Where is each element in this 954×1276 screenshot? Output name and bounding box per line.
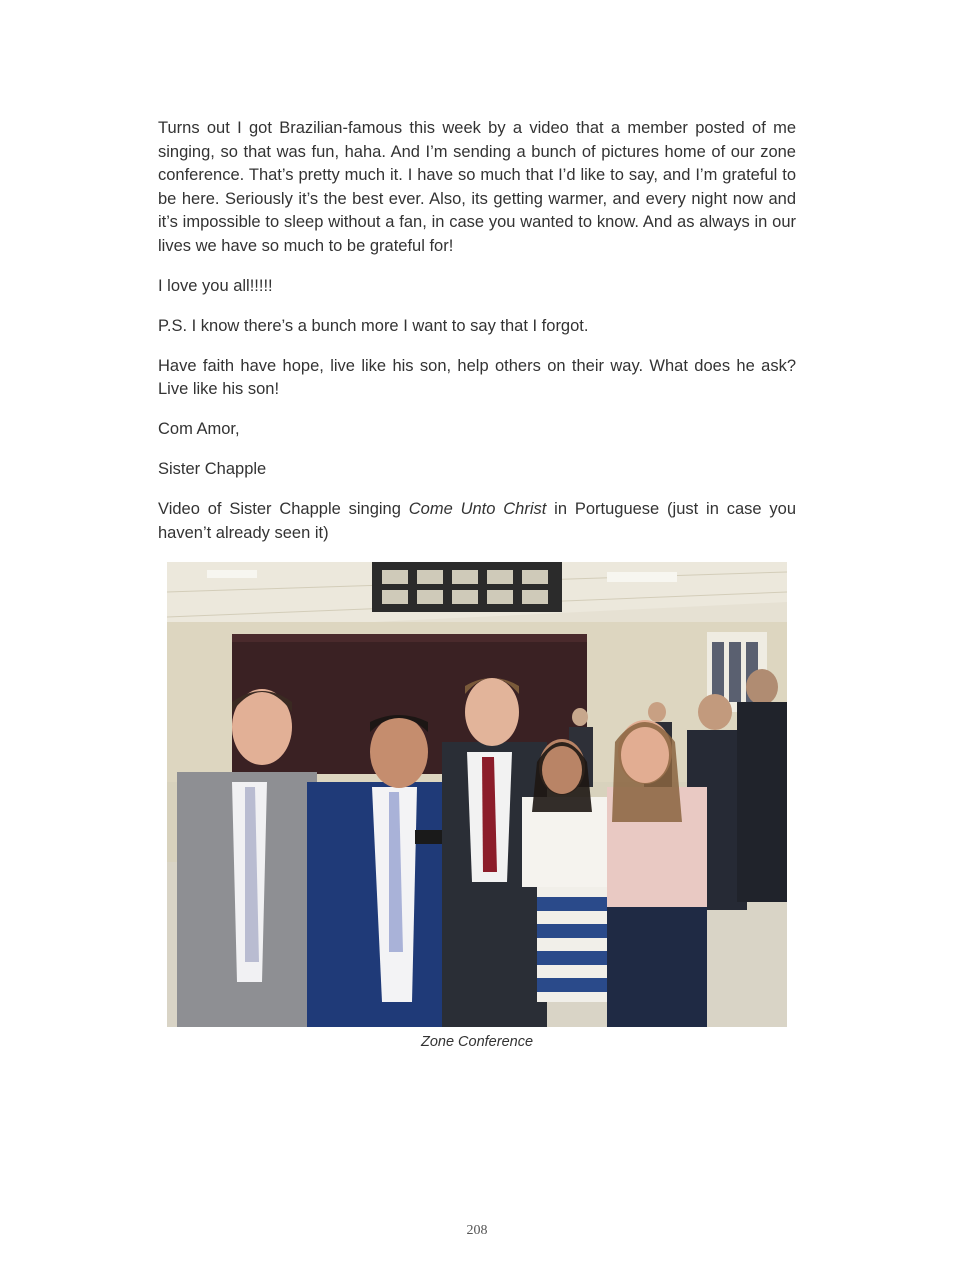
- paragraph-video: [158, 498, 796, 545]
- photo-illustration: [167, 562, 787, 1027]
- paragraph-4: Have faith have hope, live like his son, help others on their way. What does he ask? Live like his son!: [158, 356, 796, 398]
- page-number: 208: [466, 1223, 488, 1238]
- paragraph-2: I love you all!!!!!: [158, 276, 273, 295]
- song-title: Come Unto Christ: [408, 500, 547, 518]
- letter-body: [158, 117, 796, 562]
- zone-conference-photo: [167, 562, 787, 1027]
- paragraph-1: Turns out I got Brazilian-famous this week by a video that a member posted of me singing, so that was fun, haha. And I’m sending a bunch of pictures home of our zone conference. That’s pretty much it. I have so much that I’d like to say, and I’m grateful to be here. Seriously it’s the best ever. Also, its getting warmer, and every night now and it’s impossible to sleep without a fan, in case you wanted to know. And as always in our lives we have so much to be grateful for!: [158, 119, 796, 255]
- closing: Com Amor,: [158, 420, 240, 438]
- paragraph-3: P.S. I know there’s a bunch more I want to say that I forgot.: [158, 316, 589, 335]
- video-text-before: Video of Sister Chapple singing: [158, 500, 409, 518]
- signature: Sister Chapple: [158, 460, 267, 478]
- figure-caption: Zone Conference: [420, 1034, 534, 1050]
- video-text-after: in Portuguese (just in case you haven’t already seen it): [158, 500, 797, 542]
